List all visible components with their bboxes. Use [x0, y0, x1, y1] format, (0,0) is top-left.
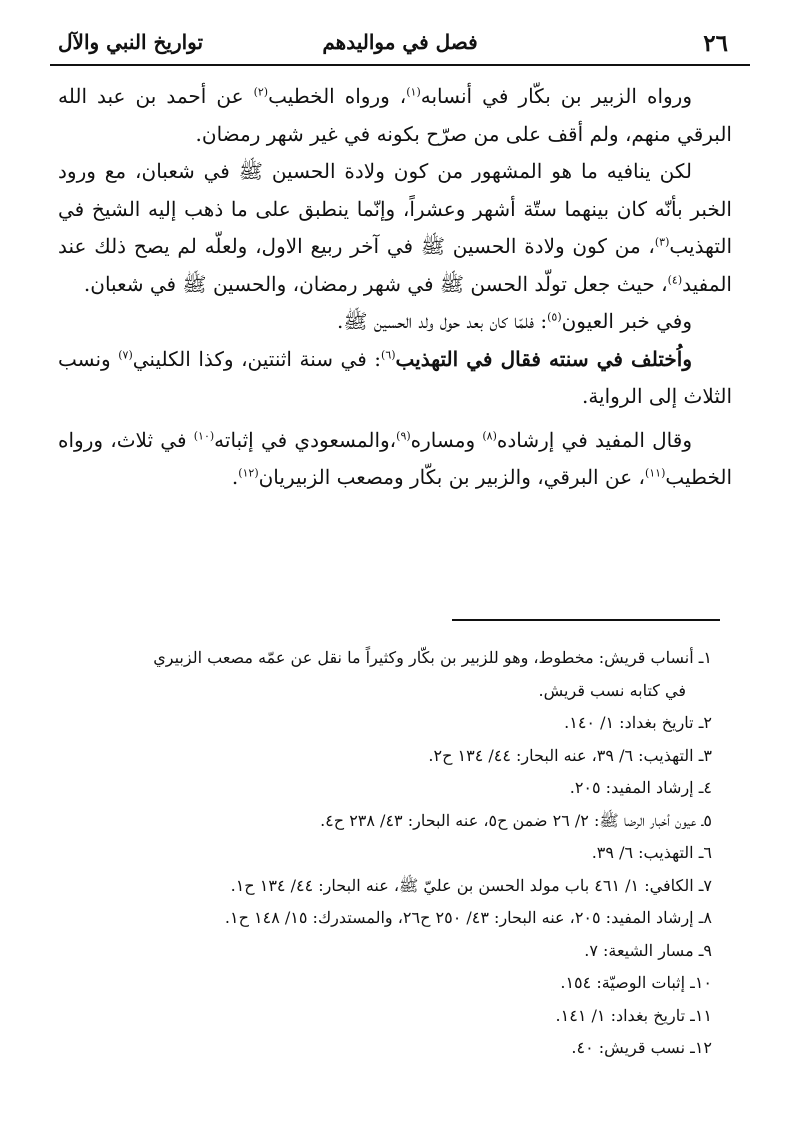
- chapter-title: فصل في مواليدهم: [322, 30, 478, 54]
- footnote-ref-10: (١٠): [193, 428, 215, 442]
- footnote-1-continuation: في كتابه نسب قريش.: [538, 680, 686, 700]
- footnote-ref-9: (٩): [396, 428, 411, 442]
- footnote-5: ٥ـ عيون أخبار الرضا ﷺ: ٢/ ٢٦ ضمن ح٥، عنه البحار: ٤٣/ ٢٣٨ ح٤.: [320, 810, 712, 830]
- text-run: : في سنة اثنتين، وكذا الكليني: [132, 346, 382, 371]
- text-run: ، حيث جعل تولّد الحسن ﷺ في شهر رمضان، والحسين ﷺ في شعبان.: [83, 271, 668, 296]
- text-run: في ثلاث، ورواه الخطيب: [58, 427, 732, 489]
- text-run: ومساره: [410, 427, 483, 452]
- main-text: [58, 78, 732, 497]
- paragraph-4: [58, 341, 732, 416]
- footnote-ref-4: (٤): [667, 272, 683, 286]
- footnote-ref-5: (٥): [547, 310, 562, 324]
- text-run: لكن ينافيه ما هو المشهور من كون ولادة الحسين ﷺ في شعبان، مع ورود الخبر بأنّه كان بينهما ستّة أشهر وعشراً، وإنّما ينطبق على ما ذهب إليه الشيخ في التهذيب: [58, 159, 732, 258]
- running-book-title: تواريخ النبي والآل: [58, 30, 204, 54]
- text-run: ، من كون ولادة الحسين ﷺ في آخر ربيع الاول، ولعلّه لم يصح ذلك عند المفيد: [58, 234, 732, 296]
- text-run: .: [231, 465, 239, 489]
- text-run: ورواه الزبير بن بكّار في أنسابه: [420, 84, 692, 108]
- text-run: وفي خبر العيون: [561, 309, 692, 333]
- footnote-7: ٧ـ الكافي: ١/ ٤٦١ باب مولد الحسن بن عليّ ﷺ، عنه البحار: ٤٤/ ١٣٤ ح١.: [230, 875, 712, 895]
- footnote-6: ٦ـ التهذيب: ٦/ ٣٩.: [591, 843, 712, 862]
- text-run: وقال المفيد في إرشاده: [496, 427, 692, 452]
- footnote-ref-1: (١): [406, 85, 421, 99]
- page-header: [50, 28, 750, 66]
- footnote-9: ٩ـ مسار الشيعة: ٧.: [584, 940, 712, 960]
- text-run: عن أحمد بن عبد الله البرقي منهم، ولم أقف على من صرّح بكونه في غير شهر رمضان.: [58, 84, 732, 146]
- footnote-4: ٤ـ إرشاد المفيد: ٢٠٥.: [569, 778, 712, 797]
- footnote-ref-6: (٦): [381, 347, 396, 361]
- footnote-ref-8: (٨): [482, 428, 497, 442]
- text-run: ، ورواه الخطيب: [268, 84, 407, 108]
- footnote-3: ٣ـ التهذيب: ٦/ ٣٩، عنه البحار: ٤٤/ ١٣٤ ح٢.: [428, 745, 712, 765]
- footnote-separator: [452, 619, 720, 621]
- paragraph-5: [58, 422, 732, 497]
- footnote-ref-12: (١٢): [238, 466, 259, 480]
- paragraph-2: [58, 153, 732, 303]
- page-number: ٢٦: [703, 30, 728, 57]
- footnote-10: ١٠ـ إثبات الوصيّة: ١٥٤.: [560, 973, 712, 992]
- text-run: ونسب الثلاث إلى الرواية.: [58, 346, 732, 408]
- footnote-ref-11: (١١): [644, 466, 666, 480]
- text-run: ، عن البرقي، والزبير بن بكّار ومصعب الزبيريان: [258, 465, 645, 489]
- paragraph-3: [58, 303, 732, 341]
- footnote-8: ٨ـ إرشاد المفيد: ٢٠٥، عنه البحار: ٤٣/ ٢٥٠ ح٢٦، والمستدرك: ١٥/ ١٤٨ ح١.: [224, 908, 712, 927]
- paragraph-1: [58, 78, 732, 153]
- text-run: واُختلف في سنته فقال في التهذيب: [395, 346, 692, 371]
- footnote-2: ٢ـ تاريخ بغداد: ١/ ١٤٠.: [564, 713, 712, 732]
- footnote-1: ١ـ أنساب قريش: مخطوط، وهو للزبير بن بكّار وكثيراً ما نقل عن عمّه مصعب الزبيري: [153, 648, 712, 667]
- text-run: ،والمسعودي في إثباته: [214, 427, 397, 452]
- footnote-ref-2: (٢): [253, 85, 269, 99]
- footnote-ref-7: (٧): [118, 347, 133, 361]
- footnote-11: ١١ـ تاريخ بغداد: ١/ ١٤١.: [555, 1005, 712, 1025]
- footnote-ref-3: (٣): [654, 235, 670, 249]
- footnotes: [60, 642, 712, 1065]
- footnote-12: ١٢ـ نسب قريش: ٤٠.: [571, 1038, 712, 1057]
- text-run: : فلمّا كان بعد حول ولد الحسين ﷺ.: [337, 309, 548, 333]
